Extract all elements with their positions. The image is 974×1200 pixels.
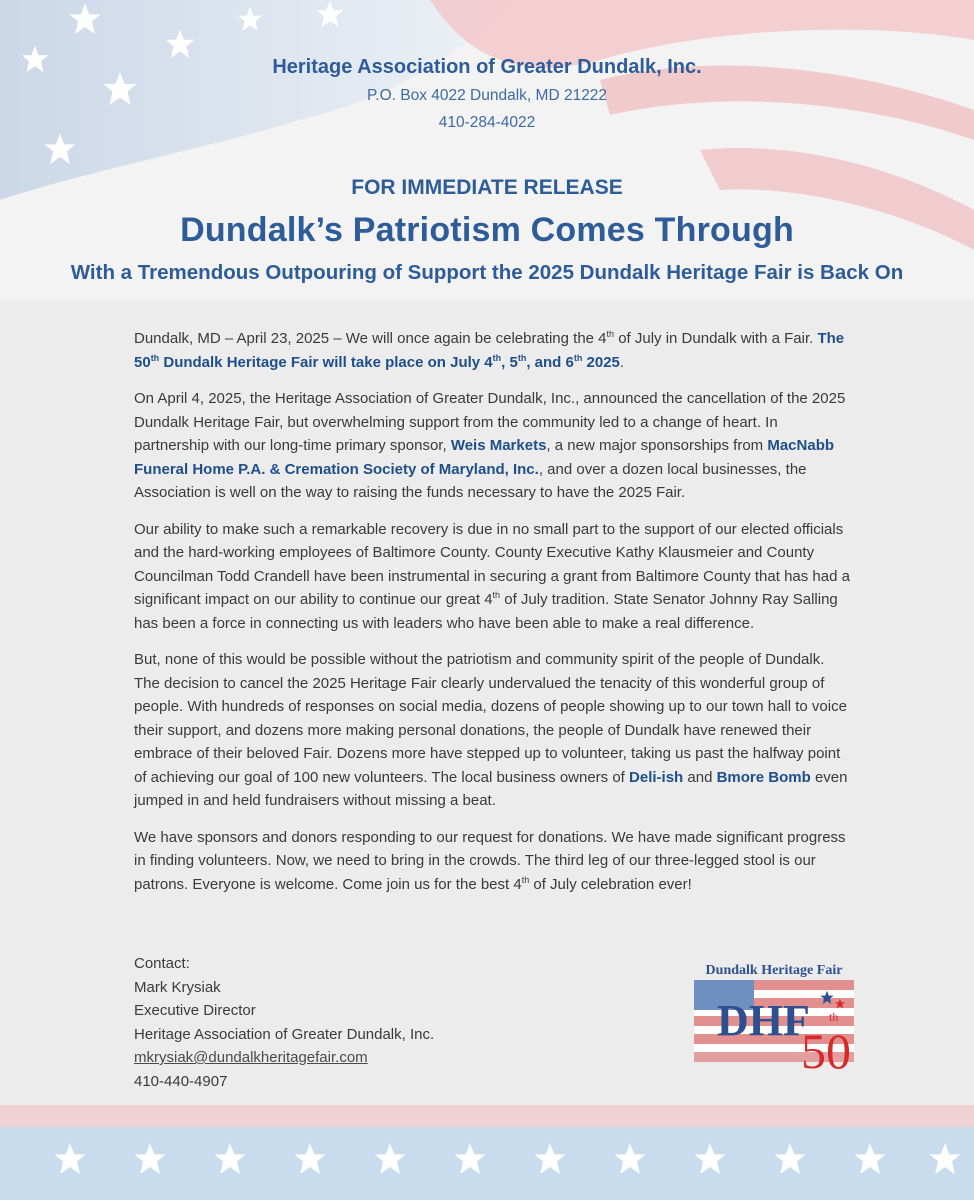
fair-dates: The 50th Dundalk Heritage Fair will take place on July 4th, 5th, and 6th 2025 [134,330,845,371]
body-text [134,327,854,909]
text-run: Dundalk, MD – April 23, 2025 – We will once again be celebrating the 4 [134,330,607,347]
heading-block [24,170,950,287]
contact-name: Mark Krysiak [134,978,221,996]
paragraph-1 [134,327,854,374]
text-run: . [619,353,625,371]
text-run: of July celebration ever! [529,875,692,893]
superscript: th [492,590,501,600]
logo-letters: DHF [717,996,810,1045]
text-run: and [683,768,717,786]
superscript: th [521,874,530,885]
logo-suffix: th [829,1010,839,1024]
superscript: th [606,329,615,339]
org-address: P.O. Box 4022 Dundalk, MD 21222 [366,87,608,104]
logo-title: Dundalk Heritage Fair [705,963,843,978]
contact-phone: 410-440-4907 [134,1072,228,1090]
text-run: But, none of this would be possible without the patriotism and community spirit of the people of Dundalk. The decision to cancel the 2025 Heritage Fair clearly undervalued the tenacity of this wonderful group of people. With hundreds of responses on social media, dozens of people showing up to our town hall to voice their support, and dozens more making personal donations, the people of Dundalk have renewed their embrace of their beloved Fair. Dozens more have stepped up to volunteer, taking us past the halfway point of achieving our goal of 100 new volunteers. The local business owners of [134,651,847,786]
business-deli-ish: Deli-ish [629,768,684,786]
logo-number: 50 [801,1023,851,1078]
release-label: FOR IMMEDIATE RELEASE [351,176,623,199]
business-bmore-bomb: Bmore Bomb [716,768,811,786]
org-name: Heritage Association of Greater Dundalk, Inc. [272,56,702,78]
headline: Dundalk’s Patriotism Comes Through [180,211,794,249]
contact-title: Executive Director [134,1002,256,1019]
sponsor-weis: Weis Markets [450,437,547,454]
paragraph-3 [134,518,854,636]
contact-label: Contact: [134,955,190,972]
contact-email-link[interactable]: mkrysiak@dundalkheritagefair.com [134,1049,368,1066]
text-run: On April 4, 2025, the Heritage Association of Greater Dundalk, Inc., announced the cancellation of the 2025 Dundalk Heritage Fair, but overwhelming support from the community led to a change of heart. In partnership with our long-time primary sponsor, [134,390,846,454]
paragraph-2 [134,387,854,505]
text-run: We have sponsors and donors responding to our request for donations. We have made significant progress in finding volunteers. Now, we need to bring in the crowds. The third leg of our three-legged stool is our patrons. Everyone is welcome. Come join us for the best 4 [134,828,846,893]
sponsor-macnabb: MacNabb Funeral Home P.A. & Cremation Society of Maryland, Inc. [134,437,835,478]
subheadline: With a Tremendous Outpouring of Support the 2025 Dundalk Heritage Fair is Back On [70,261,904,284]
paragraph-4 [134,648,854,813]
text-run: of July in Dundalk with a Fair. [614,330,818,347]
paragraph-5 [134,826,854,897]
press-release-page [24,0,950,1200]
dhf-logo [679,958,869,1078]
text-run: even jumped in and held fundraisers without missing a beat. [134,768,848,809]
text-run: Our ability to make such a remarkable recovery is due in no small part to the support of our elected officials and the hard-working employees of Baltimore County. County Executive Kathy Klausmeier and County Councilman Todd Crandell have been instrumental in securing a grant from Baltimore County that has had a significant impact on our ability to continue our great 4 [134,520,850,608]
text-run: , a new major sponsorships from [546,437,768,454]
text-run: , and over a dozen local businesses, the Association is well on the way to raising the funds necessary to have the 2025 Fair. [134,460,807,501]
text-run: of July tradition. State Senator Johnny Ray Salling has been a force in connecting us with leaders who have been able to make a real difference. [134,591,838,632]
contact-block [134,952,554,1093]
org-phone: 410-284-4022 [438,114,536,131]
letterhead [24,52,950,136]
contact-org: Heritage Association of Greater Dundalk, Inc. [134,1025,435,1043]
